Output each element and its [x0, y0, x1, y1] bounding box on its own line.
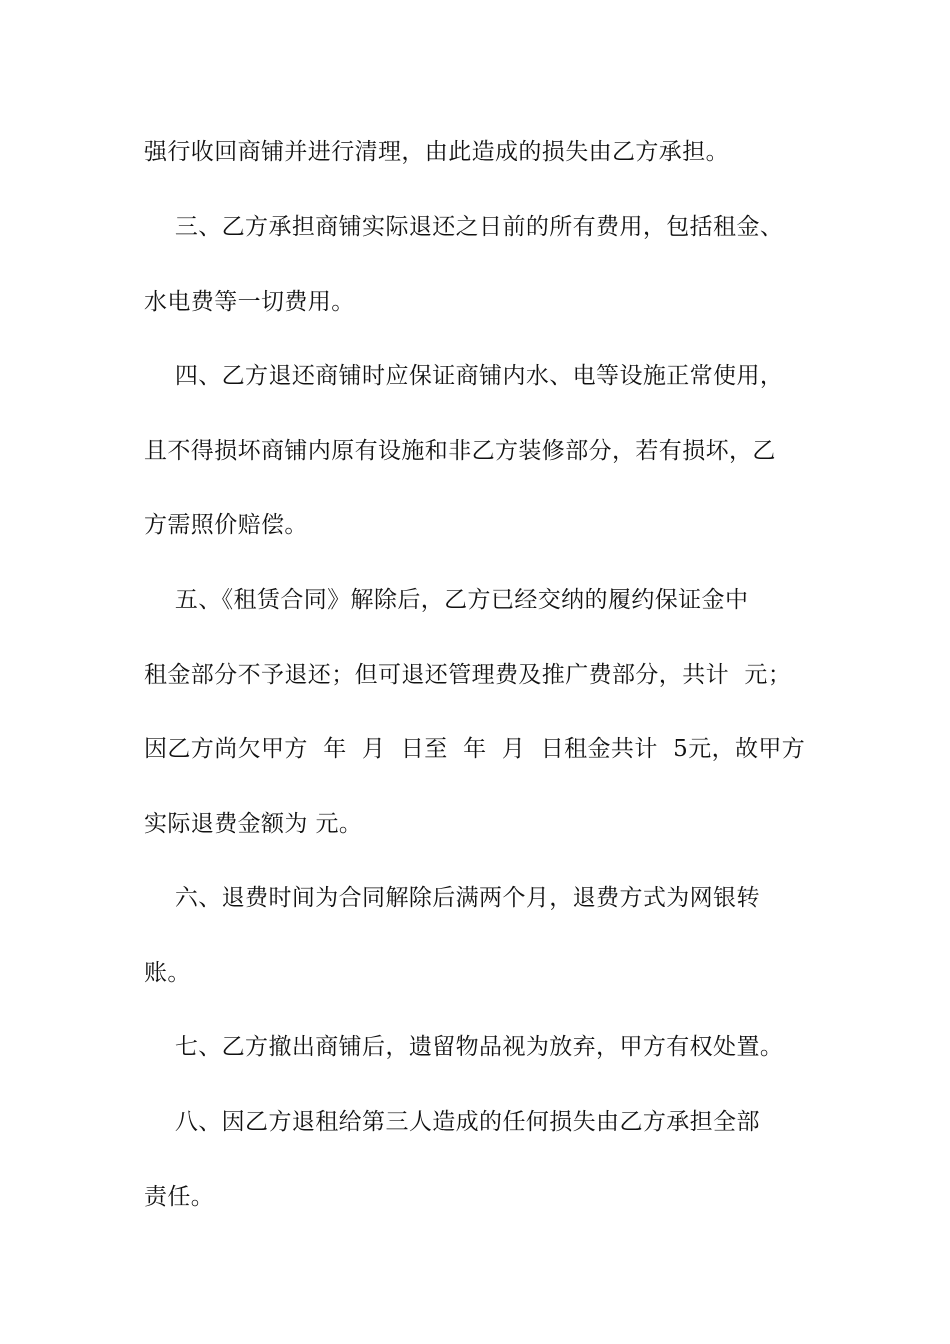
clause-3-line-2: 水电费等一切费用。: [144, 289, 355, 315]
clause-5-line-2: 租金部分不予退还；但可退还管理费及推广费部分，共计 元；: [144, 662, 792, 688]
clause-6-line-2: 账。: [144, 960, 191, 986]
clause-5-line-4: 实际退费金额为 元。: [144, 811, 363, 837]
clause-8-line-2: 责任。: [144, 1184, 215, 1210]
clause-6-line-1: 六、退费时间为合同解除后满两个月，退费方式为网银转: [144, 885, 760, 911]
clause-4-line-1: 四、乙方退还商铺时应保证商铺内水、电等设施正常使用，: [144, 363, 784, 389]
clause-7-line-1: 七、乙方撤出商铺后，遗留物品视为放弃，甲方有权处置。: [144, 1034, 784, 1060]
clause-5-line-1: 五、《租赁合同》解除后，乙方已经交纳的履约保证金中: [144, 587, 749, 613]
clause-4-line-2: 且不得损坏商铺内原有设施和非乙方装修部分，若有损坏，乙: [144, 438, 776, 464]
text-line: 强行收回商铺并进行清理，由此造成的损失由乙方承担。: [144, 139, 729, 165]
clause-8-line-1: 八、因乙方退租给第三人造成的任何损失由乙方承担全部: [144, 1109, 760, 1135]
clause-3-line-1: 三、乙方承担商铺实际退还之日前的所有费用，包括租金、: [144, 214, 784, 240]
clause-5-line-3: 因乙方尚欠甲方 年 月 日至 年 月 日租金共计 5元，故甲方: [144, 736, 806, 762]
clause-4-line-3: 方需照价赔偿。: [144, 512, 308, 538]
